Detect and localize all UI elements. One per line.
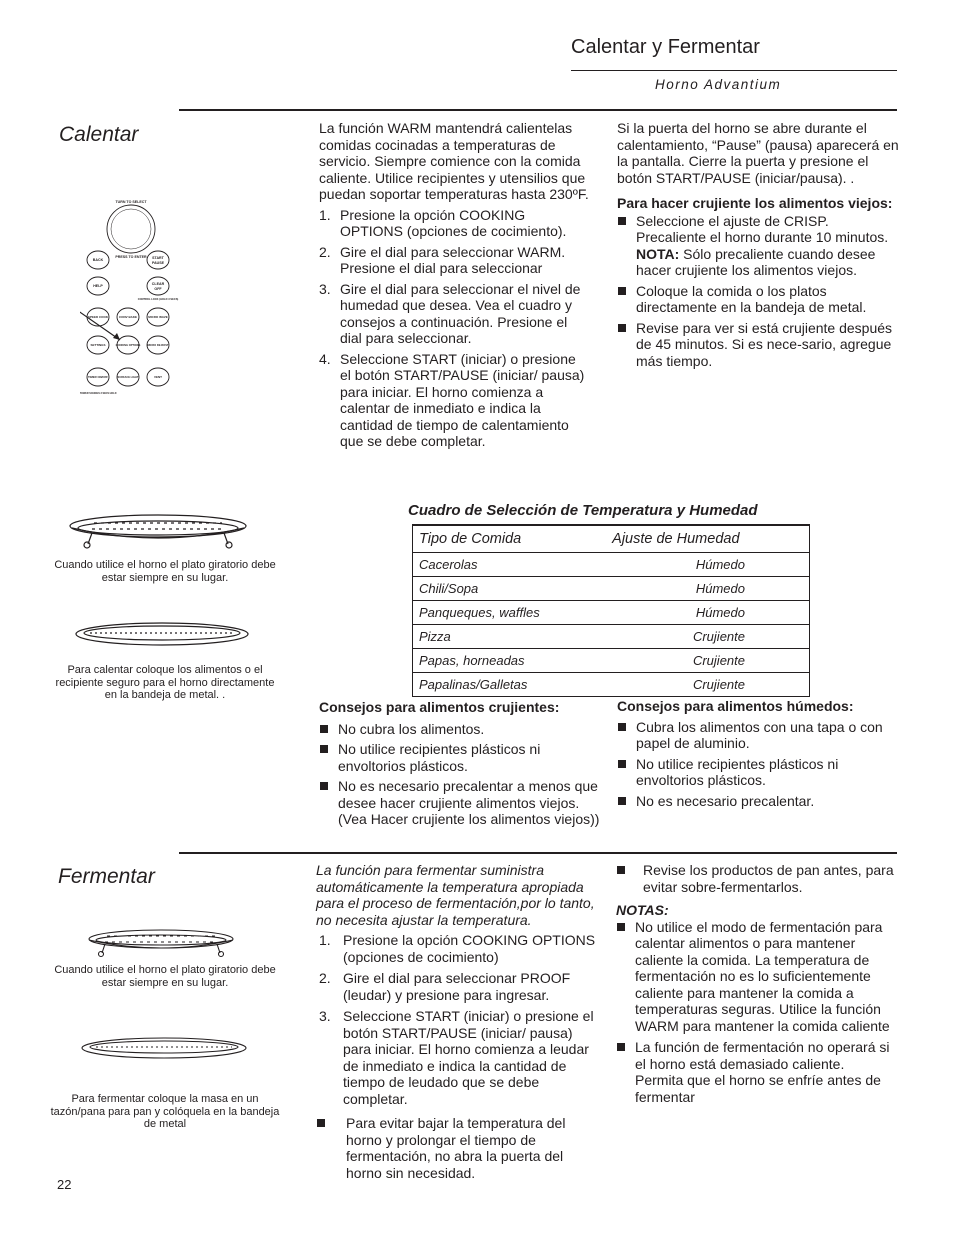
calentar-turntable-caption: Cuando utilice el horno el plato giratorio debe estar siempre en su lugar.: [54, 559, 276, 584]
table-header-row: [413, 525, 810, 553]
table-cell-setting: Húmedo: [606, 553, 809, 577]
table-row: [413, 553, 810, 577]
list-item: Para evitar bajar la temperatura del horno y prolongar el tiempo de fermentación, no abra la puerta del horno sin necesidad.: [316, 1115, 602, 1181]
fermentar-turntable-caption: Cuando utilice el horno el plato giratorio debe estar siempre en su lugar.: [54, 964, 276, 989]
surface-light-label: SURFACE LIGHT: [117, 376, 139, 379]
header-rule: [571, 70, 897, 71]
settings-label: SETTINGS: [90, 343, 106, 347]
fermentar-check-bullet: [616, 862, 894, 895]
list-item: No es necesario precalentar.: [617, 793, 897, 810]
table-cell-setting: Húmedo: [606, 577, 809, 601]
pointer-arrow-icon: [80, 308, 120, 340]
list-item: No cubra los alimentos.: [319, 721, 603, 738]
fermentar-tray-illustration: [80, 1035, 248, 1063]
tips-crisp-list: [319, 721, 603, 828]
list-item: Cubra los alimentos con una tapa o con papel de aluminio.: [617, 719, 897, 752]
table-row: [413, 577, 810, 601]
page-header-subtitle: Horno Advantium: [655, 77, 782, 92]
fermentar-door-bullet: [316, 1115, 602, 1181]
metal-tray-illustration: [74, 620, 250, 650]
crisp-list: [617, 213, 899, 370]
tips-crisp: [319, 699, 603, 832]
table-cell-food: Chili/Sopa: [413, 577, 607, 601]
calentar-step: 2. Gire el dial para seleccionar WARM. Presione el dial para seleccionar: [319, 243, 566, 276]
dial-bottom-label: PRESS TO ENTER: [115, 255, 147, 259]
clear-note-label: CONTROL LOCK (HOLD 3 SECS): [137, 298, 179, 301]
table-cell-food: Cacerolas: [413, 553, 607, 577]
convbake-label: CONV BAKE: [118, 315, 138, 319]
calentar-step: 3. Gire el dial para seleccionar el nivel de humedad que desea. Vea el cuadro y consejos a continuación. Presione el dial para seleccionar.: [319, 280, 581, 346]
start-label: START: [152, 256, 164, 260]
humidity-table-title: Cuadro de Selección de Temperatura y Humedad: [408, 502, 758, 519]
calentar-title: Calentar: [59, 123, 139, 146]
table-header-food: Tipo de Comida: [413, 525, 607, 553]
door-note: Si la puerta del horno se abre durante el calentamiento, “Pause” (pausa) aparecerá en la pantalla. Cierre la puerta y presione el botón START/PAUSE (iniciar/pausa). .: [617, 120, 899, 186]
start-sub-label: PAUSE: [151, 261, 165, 265]
table-cell-food: Panqueques, waffles: [413, 601, 607, 625]
table-cell-food: Papalinas/Galletas: [413, 673, 607, 697]
timer-label: TIMER ON/OFF: [87, 375, 109, 379]
page-header-title: Calentar y Fermentar: [571, 36, 760, 58]
calentar-section-rule: [179, 109, 897, 111]
back-label: BACK: [92, 258, 104, 262]
humidity-table: [412, 524, 810, 697]
clear-button-icon: [147, 277, 169, 295]
speedcook-label: SPEED COOK: [87, 315, 109, 319]
calentar-step: 1. Presione la opción COOKING OPTIONS (opciones de cocimiento).: [319, 206, 567, 239]
cooking-options-label: COOKING OPTIONS: [115, 344, 141, 347]
list-item: No utilice recipientes plásticos ni envoltorios plásticos.: [319, 741, 603, 774]
crisp-item: Coloque la comida o los platos directamente en la bandeja de metal.: [617, 283, 899, 316]
table-cell-food: Papas, horneadas: [413, 649, 607, 673]
fermentar-step: 2. Gire el dial para seleccionar PROOF (leudar) y presione para ingresar.: [319, 970, 571, 1003]
list-item: No utilice el modo de fermentación para calentar alimentos o para mantener caliente la comida. La temperatura de fermentación no es lo suficientemente caliente para mantener la comida a temperaturas seguras. Utilice la función WARM para mantener la comida caliente: [616, 919, 894, 1035]
list-item: Revise los productos de pan antes, para evitar sobre-fermentarlos.: [616, 862, 894, 895]
notes-heading: NOTAS:: [616, 902, 669, 918]
calentar-notes: [617, 120, 899, 373]
calentar-step: 4. Seleccione START (iniciar) o presione el botón START/PAUSE (iniciar/ pausa) para iniciar. El horno comienza a calentar de inmediato e indica la cantidad de tiempo de calentamiento que se debe completar.: [319, 350, 585, 449]
list-item: No es necesario precalentar a menos que desee hacer crujiente alimentos viejos. (Vea Hacer crujiente los alimentos viejos)): [319, 778, 603, 828]
help-label: HELP: [93, 284, 103, 288]
table-row: [413, 649, 810, 673]
fermentar-tray-caption: Para fermentar coloque la masa en un tazón/pana para pan y colóquela en la bandeja de metal: [50, 1093, 280, 1130]
calentar-tray-caption: Para calentar coloque los alimentos o el recipiente seguro para el horno directamente en la bandeja de metal. .: [55, 664, 275, 701]
tips-moist-list: [617, 719, 897, 810]
control-panel-illustration: [80, 192, 180, 402]
crisp-item: Revise para ver si está crujiente después de 45 minutos. Si es nece-sario, agregue más tiempo.: [617, 320, 899, 370]
fermentar-steps: [319, 932, 602, 1107]
turntable-illustration: [64, 506, 252, 556]
power-note-label: POWER SAVINGS 3 SECS HOLD: [80, 392, 117, 395]
fermentar-instructions: [316, 862, 602, 1185]
table-cell-food: Pizza: [413, 625, 607, 649]
calentar-intro: La función WARM mantendrá calientelas comidas cocinadas a temperaturas de servicio. Siempre comience con la comida caliente. Utilice recipientes y utensilios que puedan soportar temperaturas hasta 230ºF.: [319, 120, 589, 202]
calentar-instructions: [319, 120, 589, 450]
table-row: [413, 673, 810, 697]
tips-crisp-heading: Consejos para alimentos crujientes:: [319, 699, 560, 715]
table-header-setting: Ajuste de Humedad: [606, 525, 809, 553]
vent-label: VENT: [153, 375, 163, 379]
table-row: [413, 625, 810, 649]
fermentar-notes-list: [616, 919, 894, 1106]
calentar-steps: [319, 207, 589, 450]
tips-moist-heading: Consejos para alimentos húmedos:: [617, 698, 854, 714]
table-cell-setting: Húmedo: [606, 601, 809, 625]
microdefrost-label: MICRO DE-ROST: [147, 344, 169, 347]
fermentar-step: 3. Seleccione START (iniciar) o presione el botón START/PAUSE (iniciar/ pausa) para iniciar. El horno comienza a leudar de inmediato e indica la cantidad de tiempo de leudado que se debe completar.: [319, 1008, 594, 1107]
clear-sub-label: OFF: [154, 287, 162, 291]
start-button-icon: [147, 251, 169, 269]
page-number: 22: [57, 1177, 72, 1192]
selector-dial-icon: [107, 205, 155, 253]
fermentar-turntable-illustration: [83, 924, 239, 962]
fermentar-section-rule: [179, 852, 897, 854]
table-cell-setting: Crujiente: [606, 625, 809, 649]
fermentar-intro: La función para fermentar suministra automáticamente la temperatura apropiada para el proceso de fermentación,por lo tanto, no necesita ajustar la temperatura.: [316, 862, 595, 928]
table-cell-setting: Crujiente: [606, 649, 809, 673]
dial-top-label: TURN TO SELECT: [115, 200, 147, 204]
table-row: [413, 601, 810, 625]
list-item: No utilice recipientes plásticos ni envoltorios plásticos.: [617, 756, 897, 789]
clear-label: CLEAR: [151, 282, 165, 286]
fermentar-step: 1. Presione la opción COOKING OPTIONS (opciones de cocimiento): [319, 932, 596, 965]
fermentar-title: Fermentar: [58, 865, 155, 888]
fermentar-notes: [616, 862, 894, 1109]
crisp-heading: Para hacer crujiente los alimentos viejos:: [617, 195, 893, 211]
list-item: La función de fermentación no operará si el horno está demasiado caliente. Permita que el horno se enfríe antes de fermentar: [616, 1039, 894, 1105]
tips-moist: [617, 698, 897, 813]
micro-label: MICRO WAVE: [148, 315, 168, 319]
table-cell-setting: Crujiente: [606, 673, 809, 697]
crisp-item: Seleccione el ajuste de CRISP. Precaliente el horno durante 10 minutos. NOTA: Sólo precaliente cuando desee hacer crujiente los alimentos viejos.: [617, 213, 899, 279]
